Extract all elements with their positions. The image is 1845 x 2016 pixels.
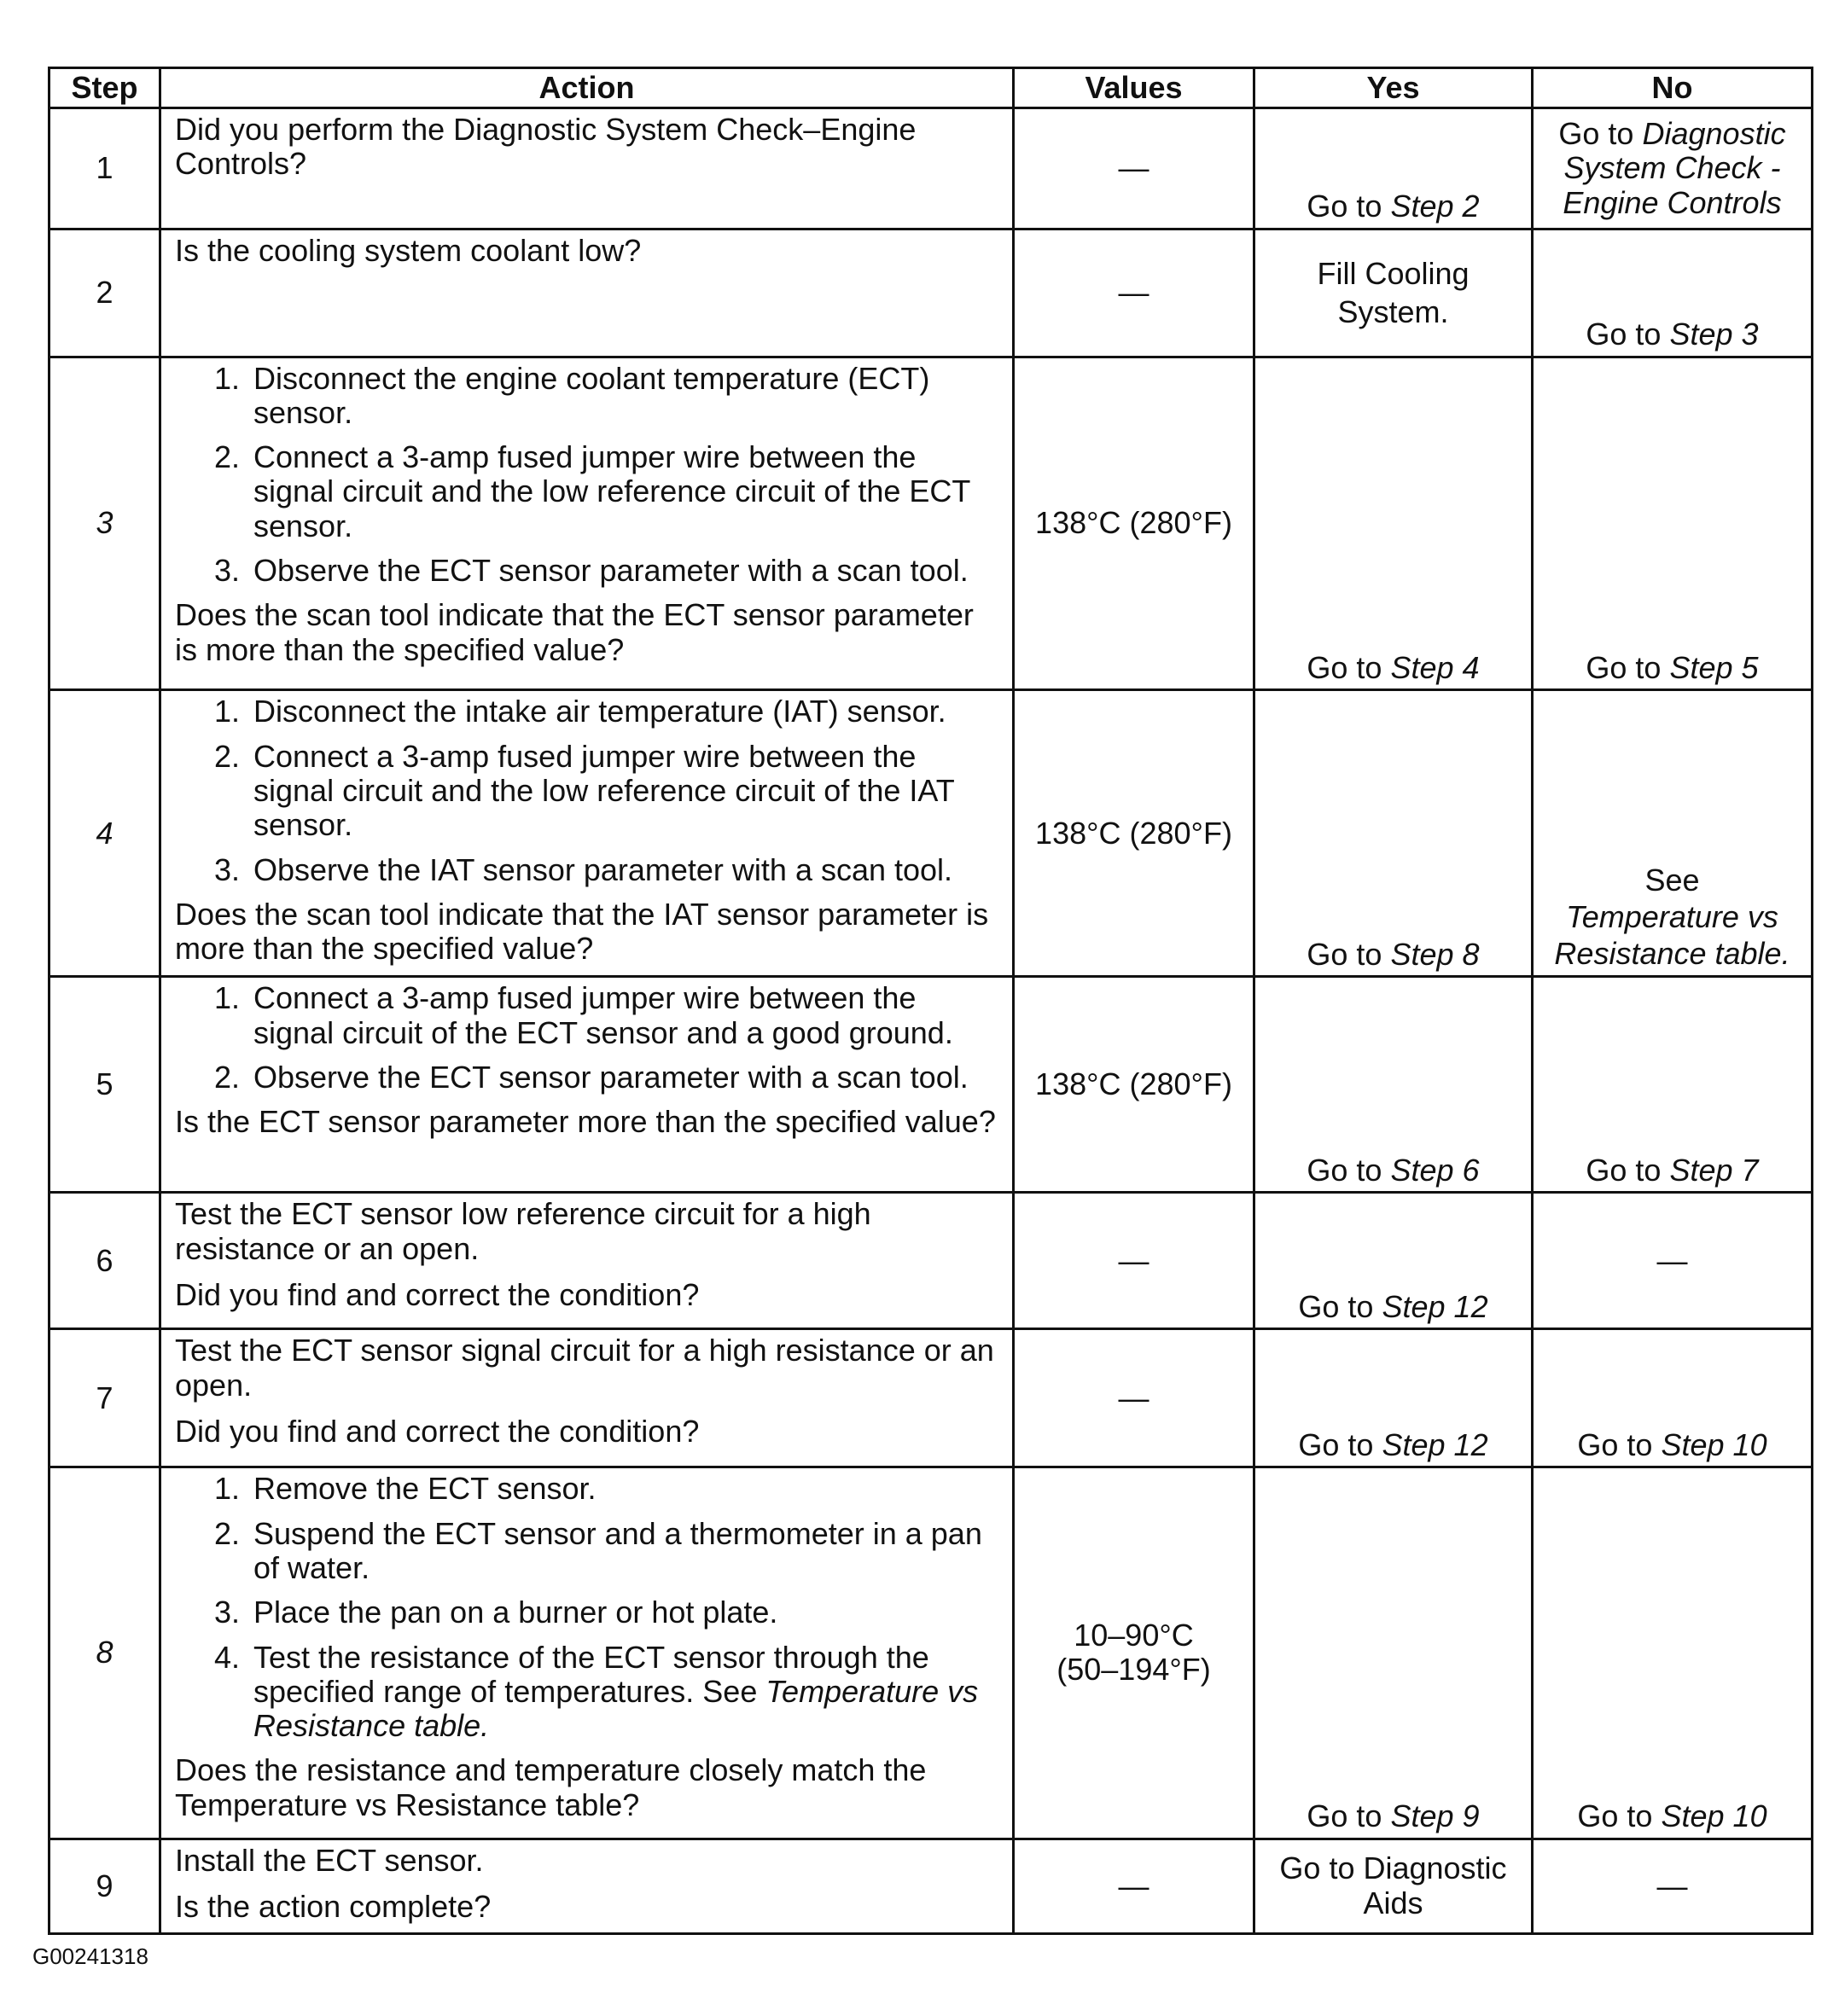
step-number: 8 [49,1467,160,1839]
list-item: 1. Connect a 3-amp fused jumper wire between the signal circuit of the ECT sensor and a good ground. [248,981,998,1050]
table-row [49,108,1813,229]
action-cell [160,977,1014,1193]
step-number: 4 [49,690,160,977]
yes-step-link: Step 2 [1390,189,1480,224]
header-values: Values [1014,68,1254,108]
action-question: Did you perform the Diagnostic System Check–Engine Controls? [175,112,917,182]
value-cell: 138°C (280°F) [1014,977,1254,1193]
no-cell [1533,1329,1813,1467]
yes-cell [1254,1329,1533,1467]
table-reference: Temperature vs Resistance table. [253,1673,979,1744]
yes-cell: Fill Cooling System. [1254,229,1533,357]
action-cell [160,108,1014,229]
action-question: Is the cooling system coolant low? [175,232,642,268]
header-no: No [1533,68,1813,108]
no-prefix: Go to [1577,1426,1653,1462]
diagnostic-table [48,67,1813,1935]
yes-cell [1254,977,1533,1193]
table-row [49,690,1813,977]
action-question: Did you find and correct the condition? [175,1413,700,1449]
list-item: 1. Disconnect the engine coolant temperature (ECT) sensor. [248,362,998,431]
value-cell: — [1014,1193,1254,1329]
no-step-link: Step 3 [1669,317,1759,352]
action-cell [160,1329,1014,1467]
header-row [49,68,1813,108]
header-step: Step [49,68,160,108]
yes-cell [1254,690,1533,977]
yes-step-link: Step 8 [1390,937,1480,973]
yes-cell [1254,108,1533,229]
value-cell: — [1014,1839,1254,1933]
no-cell [1533,977,1813,1193]
list-item-text: Test the resistance of the ECT sensor through the specified range of temperatures. See [253,1639,929,1709]
table-row [49,977,1813,1193]
action-steps-list [175,981,998,1095]
list-item: 3. Place the pan on a burner or hot plate. [248,1595,998,1630]
action-cell [160,1839,1014,1933]
no-cell [1533,108,1813,229]
table-row [49,1467,1813,1839]
action-steps-list [175,362,998,589]
yes-prefix: Go to [1307,189,1382,224]
action-steps-list [175,694,998,887]
yes-step-link: Step 12 [1382,1289,1488,1325]
no-prefix: Go to [1586,317,1662,352]
no-prefix: Go to [1558,115,1634,151]
no-cell [1533,690,1813,977]
step-number: 9 [49,1839,160,1933]
list-item: 2. Suspend the ECT sensor and a thermometer in a pan of water. [248,1517,998,1586]
no-prefix: Go to [1586,1153,1662,1188]
figure-code: G00241318 [32,1943,148,1969]
action-text: Test the ECT sensor signal circuit for a high resistance or an open. [175,1333,994,1403]
yes-cell: Go to Diagnostic Aids [1254,1839,1533,1933]
yes-prefix: Go to [1307,649,1382,685]
action-question: Is the ECT sensor parameter more than the specified value? [175,1104,996,1140]
no-cell [1533,1467,1813,1839]
list-item: 2. Connect a 3-amp fused jumper wire between the signal circuit and the low reference circuit of the ECT sensor. [248,440,998,543]
list-item: 3. Observe the IAT sensor parameter with a scan tool. [248,853,998,887]
list-item: 2. Connect a 3-amp fused jumper wire between the signal circuit and the low reference circuit of the IAT sensor. [248,740,998,843]
yes-cell [1254,1467,1533,1839]
step-number: 3 [49,357,160,690]
no-cell: — [1533,1839,1813,1933]
no-cell [1533,229,1813,357]
action-cell [160,357,1014,690]
no-cell: — [1533,1193,1813,1329]
list-item: 3. Observe the ECT sensor parameter with a scan tool. [248,554,998,588]
yes-prefix: Go to [1298,1426,1374,1462]
no-step-link: Step 7 [1669,1153,1759,1188]
yes-step-link: Step 4 [1390,649,1480,685]
yes-step-link: Step 6 [1390,1153,1480,1188]
no-cell [1533,357,1813,690]
step-number: 6 [49,1193,160,1329]
value-cell: 138°C (280°F) [1014,357,1254,690]
yes-prefix: Go to [1307,937,1382,973]
no-step-link: Step 10 [1661,1426,1767,1462]
yes-cell [1254,1193,1533,1329]
no-step-link: Step 5 [1669,649,1759,685]
list-item: 1. Disconnect the intake air temperature (IAT) sensor. [248,694,998,729]
header-action: Action [160,68,1014,108]
step-number: 1 [49,108,160,229]
header-yes: Yes [1254,68,1533,108]
value-cell: 138°C (280°F) [1014,690,1254,977]
yes-prefix: Go to [1307,1798,1382,1834]
no-prefix: Go to [1577,1798,1653,1834]
action-cell [160,1467,1014,1839]
action-steps-list [175,1472,998,1743]
action-cell [160,229,1014,357]
value-cell: — [1014,229,1254,357]
no-step-link: Diagnostic System Check - Engine Controls [1563,115,1786,220]
table-row [49,357,1813,690]
step-number: 7 [49,1329,160,1467]
value-cell: 10–90°C (50–194°F) [1014,1467,1254,1839]
table-row [49,1193,1813,1329]
no-prefix: Go to [1586,649,1662,685]
action-question: Does the scan tool indicate that the ECT sensor parameter is more than the specified value? [175,597,974,667]
action-text: Test the ECT sensor low reference circuit for a high resistance or an open. [175,1196,871,1266]
yes-step-link: Step 9 [1390,1798,1480,1834]
action-question: Did you find and correct the condition? [175,1277,700,1313]
action-question: Does the resistance and temperature closely match the Temperature vs Resistance table? [175,1752,927,1822]
yes-cell [1254,357,1533,690]
value-cell: — [1014,1329,1254,1467]
step-number: 2 [49,229,160,357]
action-question: Is the action complete? [175,1888,492,1924]
list-item: 1. Remove the ECT sensor. [248,1472,998,1506]
table-row [49,229,1813,357]
yes-step-link: Step 12 [1382,1426,1488,1462]
table-row [49,1839,1813,1933]
no-prefix: See [1644,862,1700,898]
action-cell [160,1193,1014,1329]
action-question: Does the scan tool indicate that the IAT sensor parameter is more than the specified value? [175,896,989,967]
yes-prefix: Go to [1307,1153,1382,1188]
table-row [49,1329,1813,1467]
yes-prefix: Go to [1298,1289,1374,1325]
list-item [248,1641,998,1744]
action-text: Install the ECT sensor. [175,1842,484,1878]
no-reference-link: Temperature vs Resistance table. [1554,898,1790,972]
step-number: 5 [49,977,160,1193]
no-step-link: Step 10 [1661,1798,1767,1834]
action-cell [160,690,1014,977]
value-cell: — [1014,108,1254,229]
list-item: 2. Observe the ECT sensor parameter with a scan tool. [248,1060,998,1095]
